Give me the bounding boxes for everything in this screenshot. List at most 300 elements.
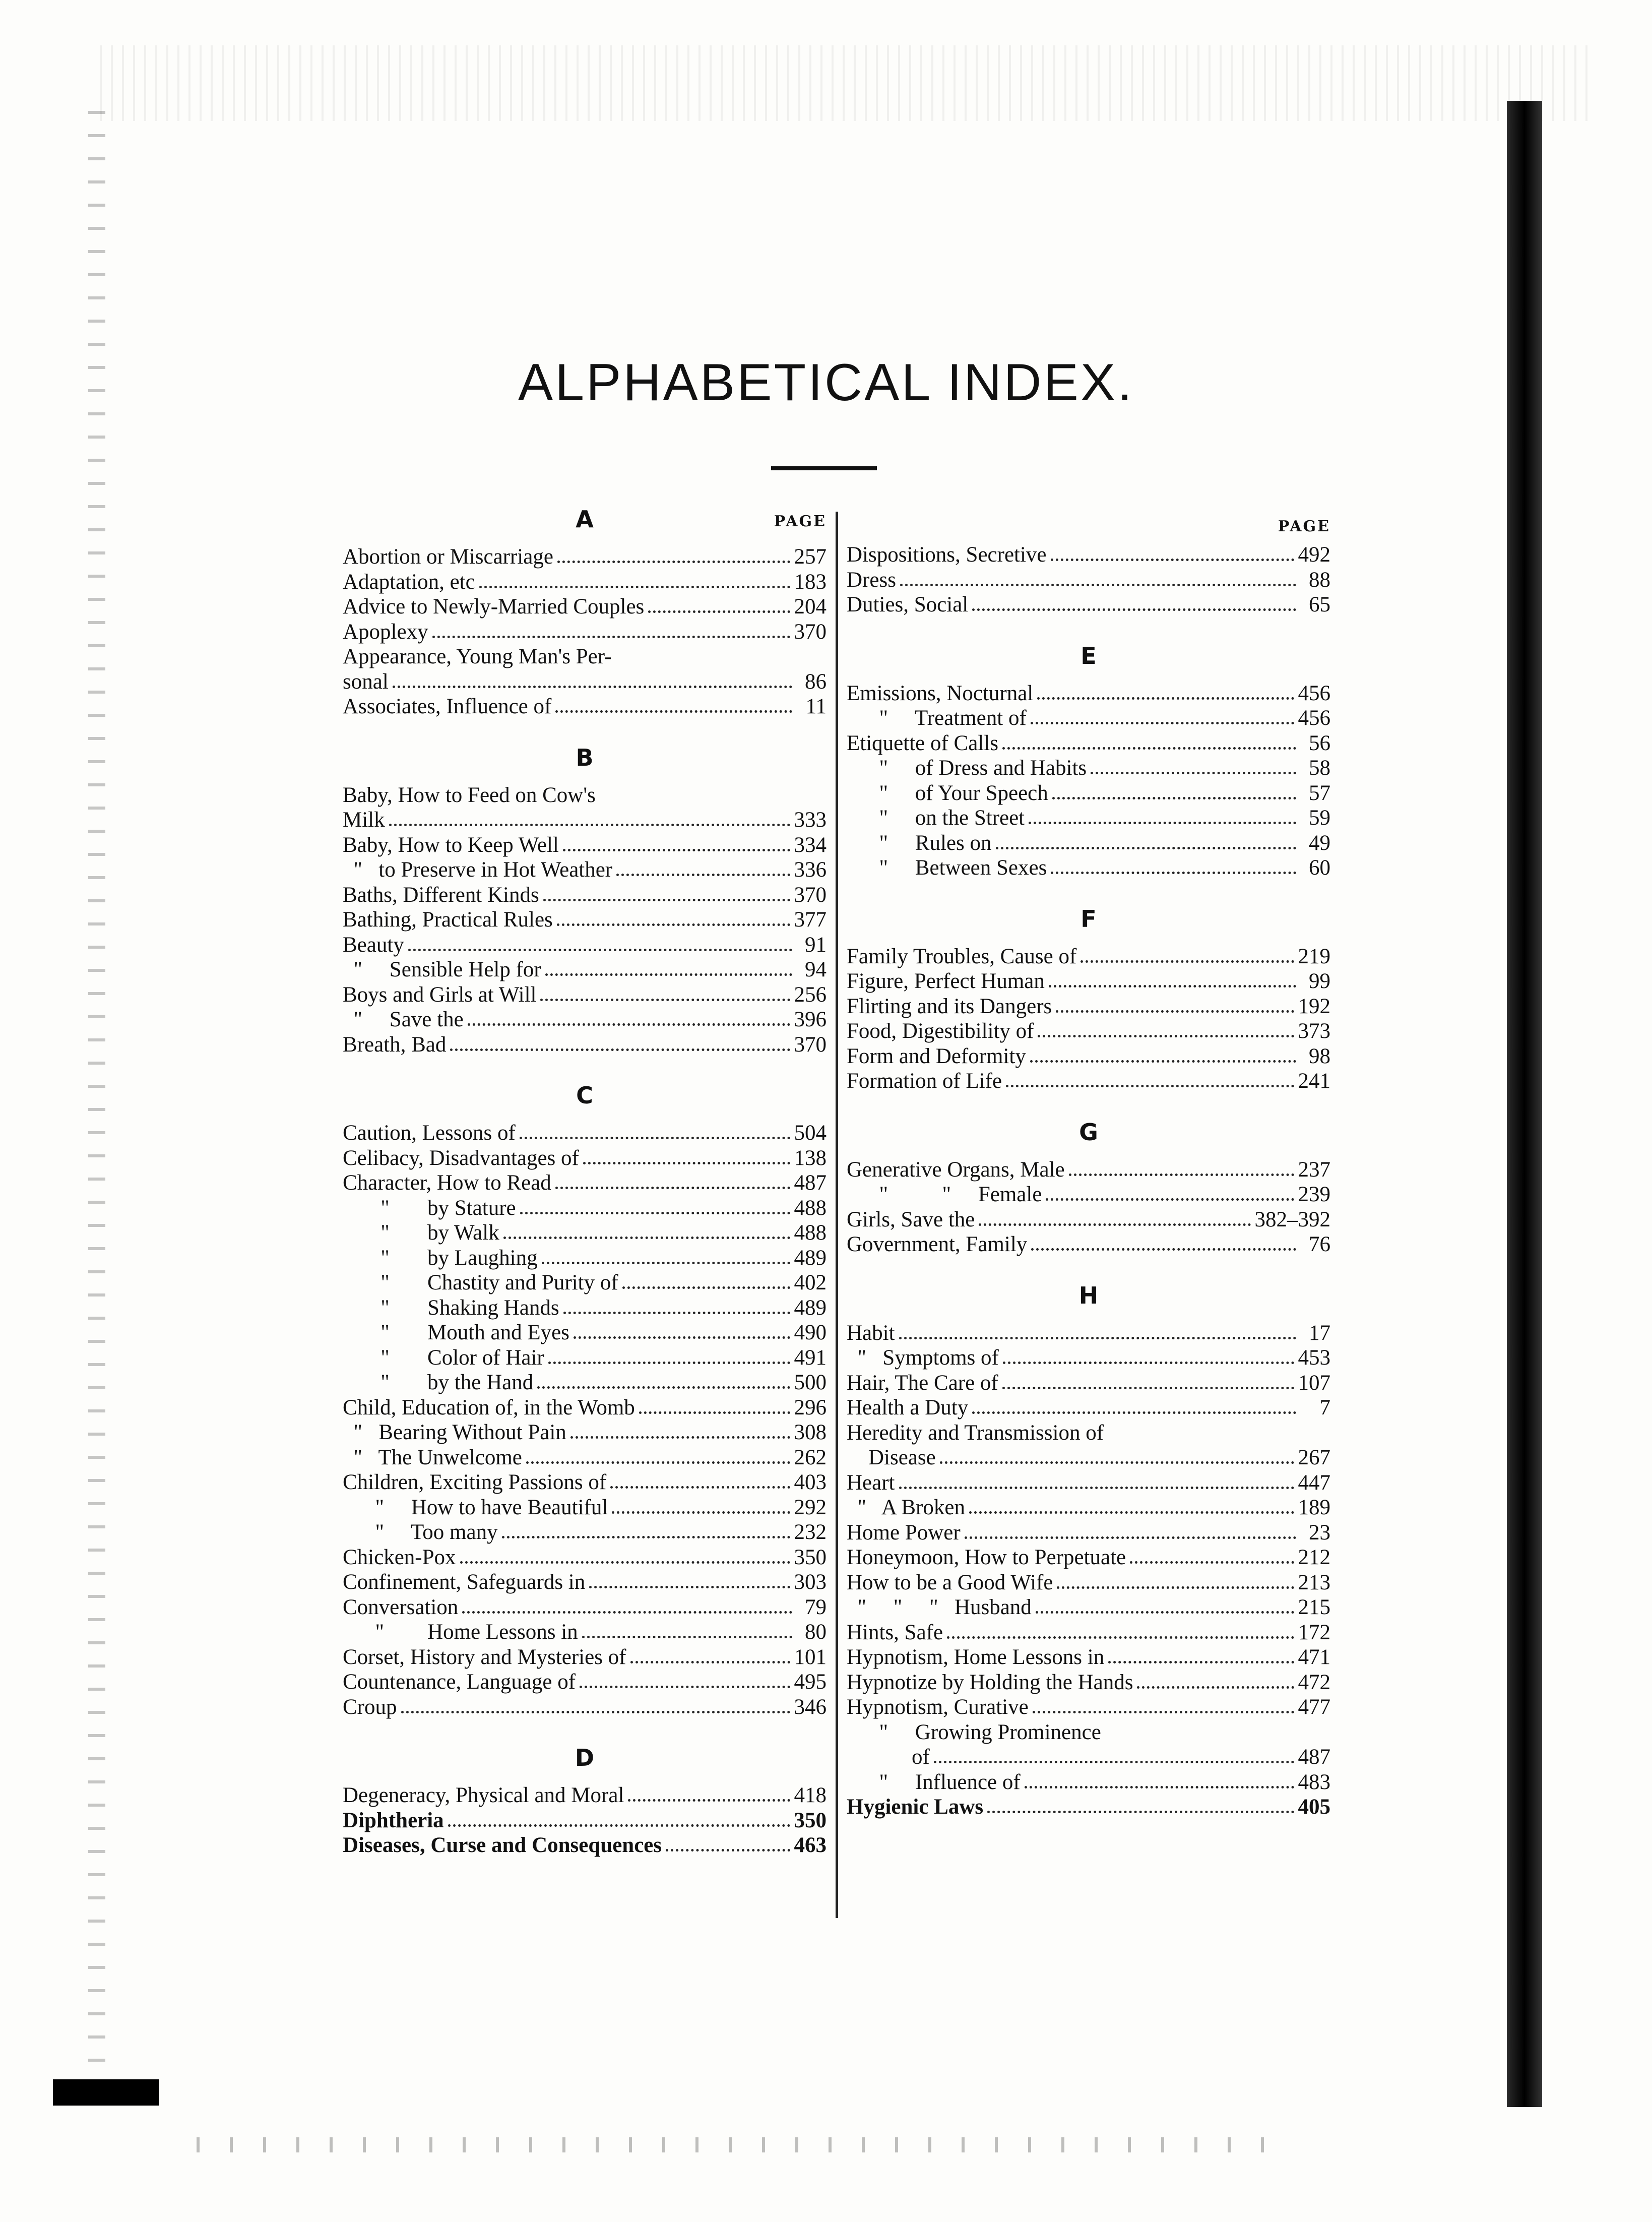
- entry-label: Hair, The Care of: [847, 1371, 998, 1395]
- entry-page-number: 94: [805, 958, 827, 981]
- entry-page-number: 232: [794, 1520, 827, 1544]
- index-entry: [847, 1645, 1330, 1670]
- index-entry: [343, 1783, 827, 1808]
- leader-dots: [548, 1362, 790, 1364]
- entry-label: Figure, Perfect Human: [847, 969, 1045, 993]
- entry-page-number: 292: [794, 1495, 827, 1519]
- entry-page-number: 172: [1298, 1620, 1330, 1644]
- index-entry: [343, 1246, 827, 1271]
- index-entry: [343, 544, 827, 570]
- entry-label: " Influence of: [847, 1770, 1021, 1794]
- entry-label: " Too many: [343, 1520, 498, 1544]
- index-entry: [847, 1795, 1330, 1820]
- leader-dots: [526, 1461, 790, 1464]
- index-entry: [847, 1620, 1330, 1645]
- index-entry: [847, 806, 1330, 831]
- entry-page-number: 204: [794, 595, 827, 619]
- entry-label: " Color of Hair: [343, 1345, 544, 1370]
- leader-dots: [610, 1486, 790, 1489]
- leader-dots: [1030, 1060, 1296, 1063]
- index-entry: [847, 1232, 1330, 1257]
- leader-dots: [1003, 1362, 1294, 1364]
- entry-page-number: 17: [1309, 1321, 1330, 1345]
- index-entry: [343, 1545, 827, 1570]
- entry-label: Children, Exciting Passions of: [343, 1470, 607, 1494]
- index-entry: [343, 1808, 827, 1833]
- entry-label: Child, Education of, in the Womb: [343, 1395, 635, 1419]
- entry-label: Caution, Lessons of: [343, 1121, 516, 1145]
- entry-label: Confinement, Safeguards in: [343, 1570, 586, 1594]
- entry-label: " Growing Prominence: [847, 1720, 1101, 1744]
- leader-dots: [1081, 960, 1294, 963]
- index-entry: [847, 1182, 1330, 1207]
- entry-label: Duties, Social: [847, 593, 969, 616]
- index-entry: [343, 808, 827, 833]
- section-letter: B: [576, 744, 594, 771]
- entry-page-number: 192: [1298, 994, 1330, 1018]
- entry-label: Degeneracy, Physical and Moral: [343, 1783, 624, 1807]
- entry-page-number: 65: [1309, 593, 1330, 616]
- entry-page-number: 101: [794, 1645, 827, 1669]
- leader-dots: [502, 1536, 790, 1538]
- entry-page-number: 256: [794, 982, 827, 1007]
- index-entry: [343, 1570, 827, 1595]
- entry-page-number: 11: [805, 695, 827, 718]
- entry-label: Generative Organs, Male: [847, 1157, 1065, 1182]
- index-entry: [847, 1157, 1330, 1183]
- index-entry: [343, 1220, 827, 1246]
- leader-dots: [583, 1162, 790, 1164]
- entry-label: " Treatment of: [847, 706, 1027, 730]
- entry-label: Diseases, Curse and Consequences: [343, 1833, 662, 1857]
- index-entry: [343, 883, 827, 908]
- index-entry: [343, 644, 827, 669]
- leader-dots: [1051, 872, 1296, 874]
- entry-page-number: 23: [1309, 1520, 1330, 1545]
- index-entry: [847, 1695, 1330, 1720]
- entry-label: " Bearing Without Pain: [343, 1421, 566, 1444]
- entry-label: Honeymoon, How to Perpetuate: [847, 1546, 1126, 1569]
- entry-page-number: 489: [794, 1295, 827, 1320]
- index-entry: [847, 731, 1330, 756]
- entry-page-number: 471: [1298, 1645, 1330, 1669]
- index-entry: [343, 1270, 827, 1295]
- entry-page-number: 76: [1309, 1232, 1330, 1256]
- index-entry: [343, 1320, 827, 1345]
- entry-page-number: 489: [794, 1246, 827, 1270]
- index-entry: [847, 1745, 1330, 1770]
- leader-dots: [1137, 1686, 1294, 1689]
- entry-page-number: 99: [1309, 969, 1330, 993]
- entry-label: Character, How to Read: [343, 1171, 551, 1195]
- entry-label: Baths, Different Kinds: [343, 883, 539, 907]
- entry-label: " " Female: [847, 1183, 1042, 1206]
- entry-label: Government, Family: [847, 1232, 1028, 1256]
- entry-page-number: 488: [794, 1196, 827, 1220]
- leader-dots: [450, 1048, 790, 1051]
- entry-page-number: 396: [794, 1008, 827, 1031]
- index-entry: [847, 1044, 1330, 1069]
- section-header: [343, 504, 827, 539]
- index-entry: [847, 969, 1330, 994]
- index-column-left: [343, 504, 827, 1858]
- index-entry: [343, 620, 827, 645]
- index-entry: [343, 1420, 827, 1445]
- index-entry: [343, 1170, 827, 1196]
- index-entry: [343, 1295, 827, 1321]
- entry-label: Form and Deformity: [847, 1044, 1026, 1068]
- index-entry: [343, 694, 827, 719]
- leader-dots: [520, 1212, 790, 1214]
- index-entry: [343, 907, 827, 933]
- entry-page-number: 257: [794, 545, 827, 569]
- leader-dots: [537, 1386, 790, 1389]
- index-entry: [847, 1470, 1330, 1496]
- leader-dots: [1037, 697, 1294, 700]
- leader-dots: [612, 1511, 790, 1514]
- entry-page-number: 456: [1298, 681, 1330, 705]
- entry-label: Food, Digestibility of: [847, 1019, 1034, 1043]
- entry-label: Countenance, Language of: [343, 1670, 576, 1694]
- index-entry: [847, 1395, 1330, 1421]
- entry-label: Heart: [847, 1470, 895, 1495]
- index-entry: [343, 594, 827, 620]
- entry-label: Dispositions, Secretive: [847, 543, 1047, 567]
- leader-dots: [1049, 985, 1296, 987]
- leader-dots: [393, 686, 792, 688]
- entry-page-number: 56: [1309, 731, 1330, 755]
- entry-label: Boys and Girls at Will: [343, 982, 537, 1007]
- index-entry: [847, 1421, 1330, 1446]
- entry-page-number: 492: [1298, 543, 1330, 567]
- index-entry: [343, 1470, 827, 1495]
- section-letter: E: [1081, 642, 1097, 669]
- entry-page-number: 189: [1298, 1496, 1330, 1519]
- entry-label: Croup: [343, 1695, 397, 1719]
- title-rule: [771, 466, 877, 470]
- leader-dots: [540, 999, 790, 1001]
- entry-label: How to be a Good Wife: [847, 1570, 1053, 1594]
- leader-dots: [1038, 1035, 1294, 1037]
- leader-dots: [1029, 822, 1296, 824]
- section-letter: H: [1078, 1281, 1099, 1309]
- leader-dots: [574, 1336, 790, 1339]
- entry-page-number: 79: [805, 1595, 827, 1619]
- entry-page-number: 334: [794, 833, 827, 857]
- index-entry: [343, 1395, 827, 1421]
- entry-page-number: 60: [1309, 856, 1330, 880]
- entry-label: " Sensible Help for: [343, 958, 541, 981]
- entry-page-number: 504: [794, 1121, 827, 1145]
- leader-dots: [1056, 1010, 1294, 1013]
- entry-label: Hints, Safe: [847, 1620, 943, 1644]
- entry-label: " Between Sexes: [847, 856, 1047, 880]
- index-entry: [343, 1146, 827, 1171]
- entry-label: " How to have Beautiful: [343, 1495, 608, 1519]
- entry-page-number: 350: [794, 1545, 827, 1569]
- entry-label: " on the Street: [847, 806, 1025, 830]
- entry-label: Home Power: [847, 1520, 961, 1545]
- entry-label: sonal: [343, 669, 389, 694]
- entry-label: " Chastity and Purity of: [343, 1271, 618, 1294]
- entry-label: Advice to Newly-Married Couples: [343, 595, 645, 619]
- scan-blot: [53, 2079, 159, 2106]
- entry-label: Associates, Influence of: [343, 695, 552, 718]
- index-entry: [343, 933, 827, 958]
- entry-page-number: 91: [805, 933, 827, 957]
- leader-dots: [1031, 722, 1294, 724]
- entry-page-number: 212: [1298, 1546, 1330, 1569]
- leader-dots: [639, 1411, 790, 1414]
- entry-label: Diphtheria: [343, 1808, 444, 1832]
- section-letter: A: [576, 506, 594, 533]
- index-entry: [847, 1445, 1330, 1470]
- entry-label: " Rules on: [847, 831, 992, 855]
- leader-dots: [1046, 1198, 1294, 1201]
- leader-dots: [622, 1286, 790, 1289]
- leader-dots: [630, 1661, 790, 1663]
- leader-dots: [545, 973, 792, 976]
- entry-label: " The Unwelcome: [343, 1445, 522, 1469]
- leader-dots: [899, 1337, 1296, 1339]
- index-entry: [343, 982, 827, 1008]
- entry-label: " Home Lessons in: [343, 1620, 578, 1644]
- leader-dots: [1002, 1387, 1294, 1389]
- index-entry: [847, 1371, 1330, 1396]
- index-entry: [343, 1495, 827, 1520]
- leader-dots: [542, 1262, 790, 1264]
- entry-page-number: 57: [1309, 781, 1330, 805]
- entry-page-number: 346: [794, 1695, 827, 1719]
- index-entry: [343, 957, 827, 982]
- index-entry: [343, 1620, 827, 1645]
- index-entry: [343, 1370, 827, 1395]
- leader-dots: [557, 561, 790, 563]
- entry-page-number: 262: [794, 1445, 827, 1469]
- leader-dots: [666, 1849, 790, 1851]
- leader-dots: [582, 1636, 792, 1638]
- index-entry: [343, 1595, 827, 1620]
- entry-label: of: [847, 1745, 930, 1769]
- entry-label: Health a Duty: [847, 1396, 969, 1419]
- entry-label: Corset, History and Mysteries of: [343, 1645, 626, 1669]
- index-entry: [847, 1345, 1330, 1371]
- index-entry: [847, 568, 1330, 593]
- leader-dots: [1006, 1085, 1294, 1087]
- entry-label: Celibacy, Disadvantages of: [343, 1146, 579, 1170]
- entry-label: " by Stature: [343, 1196, 516, 1220]
- leader-dots: [468, 1023, 790, 1026]
- entry-page-number: 267: [1298, 1446, 1330, 1469]
- leader-dots: [589, 1586, 790, 1588]
- entry-label: Chicken-Pox: [343, 1545, 456, 1569]
- index-entry: [343, 570, 827, 595]
- entry-label: " " " Husband: [847, 1595, 1032, 1619]
- leader-dots: [1057, 1586, 1294, 1589]
- index-entry: [847, 1720, 1330, 1745]
- entry-label: Breath, Bad: [343, 1032, 447, 1057]
- entry-label: Bathing, Practical Rules: [343, 908, 553, 932]
- entry-label: Apoplexy: [343, 620, 428, 644]
- leader-dots: [520, 1137, 790, 1139]
- leader-dots: [432, 636, 790, 638]
- leader-dots: [557, 923, 790, 926]
- leader-dots: [1052, 797, 1296, 799]
- leader-dots: [616, 874, 790, 876]
- leader-dots: [1031, 1248, 1296, 1251]
- leader-dots: [1002, 747, 1296, 750]
- index-entry: [847, 1069, 1330, 1094]
- entry-page-number: 373: [1298, 1019, 1330, 1043]
- index-entry: [343, 1345, 827, 1371]
- index-entry: [343, 1121, 827, 1146]
- leader-dots: [987, 1811, 1294, 1813]
- index-entry: [847, 1770, 1330, 1795]
- entry-page-number: 447: [1298, 1470, 1330, 1495]
- entry-page-number: 477: [1298, 1695, 1330, 1719]
- entry-page-number: 49: [1309, 831, 1330, 855]
- entry-label: Abortion or Miscarriage: [343, 545, 553, 569]
- entry-label: Adaptation, etc: [343, 570, 475, 594]
- index-entry: [343, 1032, 827, 1058]
- index-entry: [343, 1645, 827, 1670]
- entry-label: Dress: [847, 568, 896, 592]
- index-entry: [847, 1595, 1330, 1620]
- index-column-right: [847, 504, 1330, 1820]
- entry-page-number: 370: [794, 620, 827, 644]
- scan-noise-top: [91, 45, 1593, 121]
- leader-dots: [543, 899, 790, 901]
- entry-page-number: 183: [794, 570, 827, 594]
- entry-label: " Symptoms of: [847, 1346, 999, 1370]
- index-entry: [847, 781, 1330, 806]
- entry-page-number: 453: [1298, 1346, 1330, 1370]
- entry-label: Beauty: [343, 933, 404, 957]
- index-entry: [343, 833, 827, 858]
- index-entry: [847, 681, 1330, 706]
- entry-page-number: 491: [794, 1345, 827, 1370]
- leader-dots: [448, 1824, 790, 1827]
- entry-page-number: 418: [794, 1783, 827, 1807]
- entry-page-number: 472: [1298, 1670, 1330, 1694]
- leader-dots: [1091, 772, 1296, 774]
- entry-page-number: 7: [1319, 1396, 1330, 1419]
- section-letter: F: [1081, 905, 1097, 933]
- entry-page-number: 138: [794, 1146, 827, 1170]
- entry-label: " by the Hand: [343, 1371, 534, 1394]
- index-entry: [847, 994, 1330, 1019]
- entry-page-number: 490: [794, 1321, 827, 1344]
- leader-dots: [965, 1536, 1296, 1539]
- entry-label: " A Broken: [847, 1496, 965, 1519]
- index-entry: [847, 1321, 1330, 1346]
- entry-page-number: 296: [794, 1395, 827, 1419]
- leader-dots: [563, 1312, 790, 1314]
- entry-label: " Shaking Hands: [343, 1295, 559, 1320]
- entry-page-number: 333: [794, 808, 827, 832]
- leader-dots: [979, 1223, 1250, 1226]
- entry-page-number: 350: [794, 1808, 827, 1832]
- leader-dots: [1051, 559, 1294, 561]
- entry-label: Girls, Save the: [847, 1207, 975, 1231]
- entry-page-number: 370: [794, 883, 827, 907]
- column-divider: [836, 512, 838, 1918]
- index-entry: [847, 855, 1330, 881]
- index-entry: [343, 1695, 827, 1720]
- entry-label: Hypnotism, Curative: [847, 1695, 1029, 1719]
- entry-label: Formation of Life: [847, 1069, 1002, 1093]
- leader-dots: [580, 1686, 790, 1688]
- index-entry: [343, 857, 827, 883]
- entry-label: " by Walk: [343, 1221, 499, 1245]
- section-letter: D: [575, 1744, 595, 1771]
- entry-page-number: 98: [1309, 1044, 1330, 1068]
- index-entry: [847, 1520, 1330, 1546]
- entry-page-number: 308: [794, 1421, 827, 1444]
- leader-dots: [1069, 1174, 1294, 1176]
- leader-dots: [460, 1561, 790, 1564]
- leader-dots: [389, 824, 790, 826]
- page-column-label: PAGE: [774, 513, 827, 530]
- entry-label: Family Troubles, Cause of: [847, 944, 1077, 968]
- entry-page-number: 88: [1309, 568, 1330, 592]
- entry-label: " Mouth and Eyes: [343, 1321, 569, 1344]
- entry-page-number: 219: [1298, 944, 1330, 968]
- entry-page-number: 336: [794, 858, 827, 882]
- leader-dots: [940, 1461, 1294, 1464]
- entry-label: Hypnotism, Home Lessons in: [847, 1645, 1105, 1669]
- entry-label: Hypnotize by Holding the Hands: [847, 1670, 1133, 1694]
- leader-dots: [401, 1711, 790, 1713]
- entry-label: Flirting and its Dangers: [847, 994, 1052, 1018]
- page-column-label: PAGE: [1278, 518, 1330, 535]
- index-entry: [847, 542, 1330, 568]
- leader-dots: [648, 610, 790, 613]
- entry-label: Habit: [847, 1321, 895, 1345]
- entry-label: Heredity and Transmission of: [847, 1421, 1104, 1445]
- entry-label: " to Preserve in Hot Weather: [343, 858, 613, 882]
- entry-page-number: 303: [794, 1570, 827, 1594]
- entry-label: Milk: [343, 808, 385, 832]
- index-entry: [847, 1495, 1330, 1520]
- page-title: ALPHABETICAL INDEX.: [518, 353, 1134, 412]
- entry-page-number: 403: [794, 1470, 827, 1494]
- index-entry: [343, 1670, 827, 1695]
- index-entry: [847, 831, 1330, 856]
- index-entry: [847, 1570, 1330, 1595]
- leader-dots: [899, 1487, 1294, 1489]
- leader-dots: [972, 608, 1296, 611]
- entry-label: " Save the: [343, 1008, 464, 1031]
- entry-label: Baby, How to Keep Well: [343, 833, 559, 857]
- entry-page-number: 370: [794, 1032, 827, 1057]
- entry-page-number: 405: [1298, 1795, 1330, 1819]
- leader-dots: [969, 1511, 1294, 1514]
- entry-label: " of Your Speech: [847, 781, 1048, 805]
- leader-dots: [972, 1411, 1296, 1414]
- entry-page-number: 463: [794, 1833, 827, 1857]
- entry-page-number: 487: [794, 1171, 827, 1195]
- entry-page-number: 215: [1298, 1595, 1330, 1619]
- leader-dots: [555, 1187, 790, 1189]
- leader-dots: [1036, 1611, 1294, 1614]
- section-letter: C: [576, 1082, 593, 1109]
- entry-page-number: 237: [1298, 1157, 1330, 1182]
- entry-page-number: 483: [1298, 1770, 1330, 1794]
- entry-label: Appearance, Young Man's Per-: [343, 645, 612, 668]
- index-entry: [343, 1445, 827, 1470]
- index-entry: [343, 669, 827, 695]
